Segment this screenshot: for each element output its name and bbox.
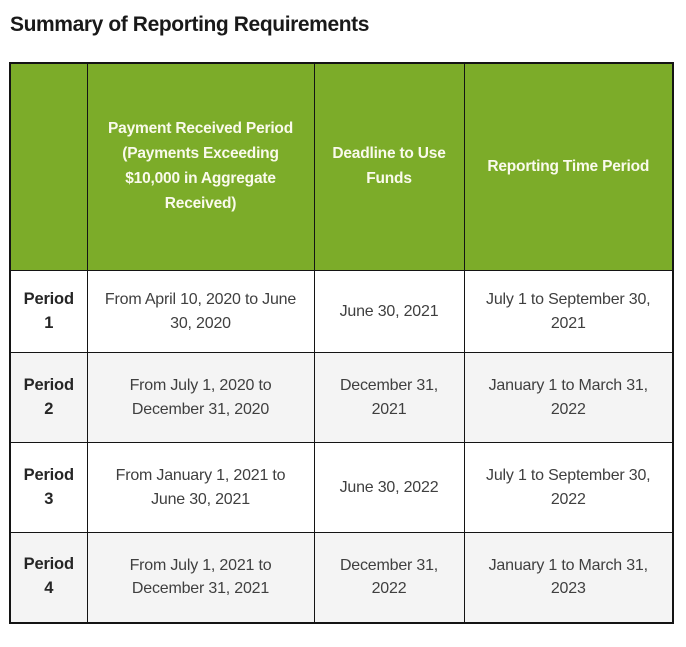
period-label-cell: Period 4 [10,533,87,623]
period-label-cell: Period 2 [10,353,87,443]
payment-received-period-cell: From January 1, 2021 to June 30, 2021 [87,443,314,533]
payment-received-period-cell: From April 10, 2020 to June 30, 2020 [87,271,314,353]
table-row-period-3 [10,443,673,533]
deadline-to-use-funds-cell: December 31, 2022 [314,533,464,623]
table-row-period-2 [10,353,673,443]
page-title: Summary of Reporting Requirements [10,13,370,36]
reporting-time-period-cell: July 1 to September 30, 2021 [464,271,673,353]
payment-received-period-cell: From July 1, 2021 to December 31, 2021 [87,533,314,623]
deadline-to-use-funds-cell: December 31, 2021 [314,353,464,443]
column-header-blank [10,63,87,271]
table-row-period-4 [10,533,673,623]
column-header-payment-received-period: Payment Received Period (Payments Exceeding $10,000 in Aggregate Received) [87,63,314,271]
period-label-cell: Period 3 [10,443,87,533]
table-header-row [10,63,673,271]
reporting-time-period-cell: January 1 to March 31, 2023 [464,533,673,623]
deadline-to-use-funds-cell: June 30, 2022 [314,443,464,533]
reporting-time-period-cell: July 1 to September 30, 2022 [464,443,673,533]
period-label-cell: Period 1 [10,271,87,353]
column-header-deadline-to-use-funds: Deadline to Use Funds [314,63,464,271]
column-header-reporting-time-period: Reporting Time Period [464,63,673,271]
reporting-time-period-cell: January 1 to March 31, 2022 [464,353,673,443]
payment-received-period-cell: From July 1, 2020 to December 31, 2020 [87,353,314,443]
summary-table [9,62,674,624]
table-row-period-1 [10,271,673,353]
deadline-to-use-funds-cell: June 30, 2021 [314,271,464,353]
